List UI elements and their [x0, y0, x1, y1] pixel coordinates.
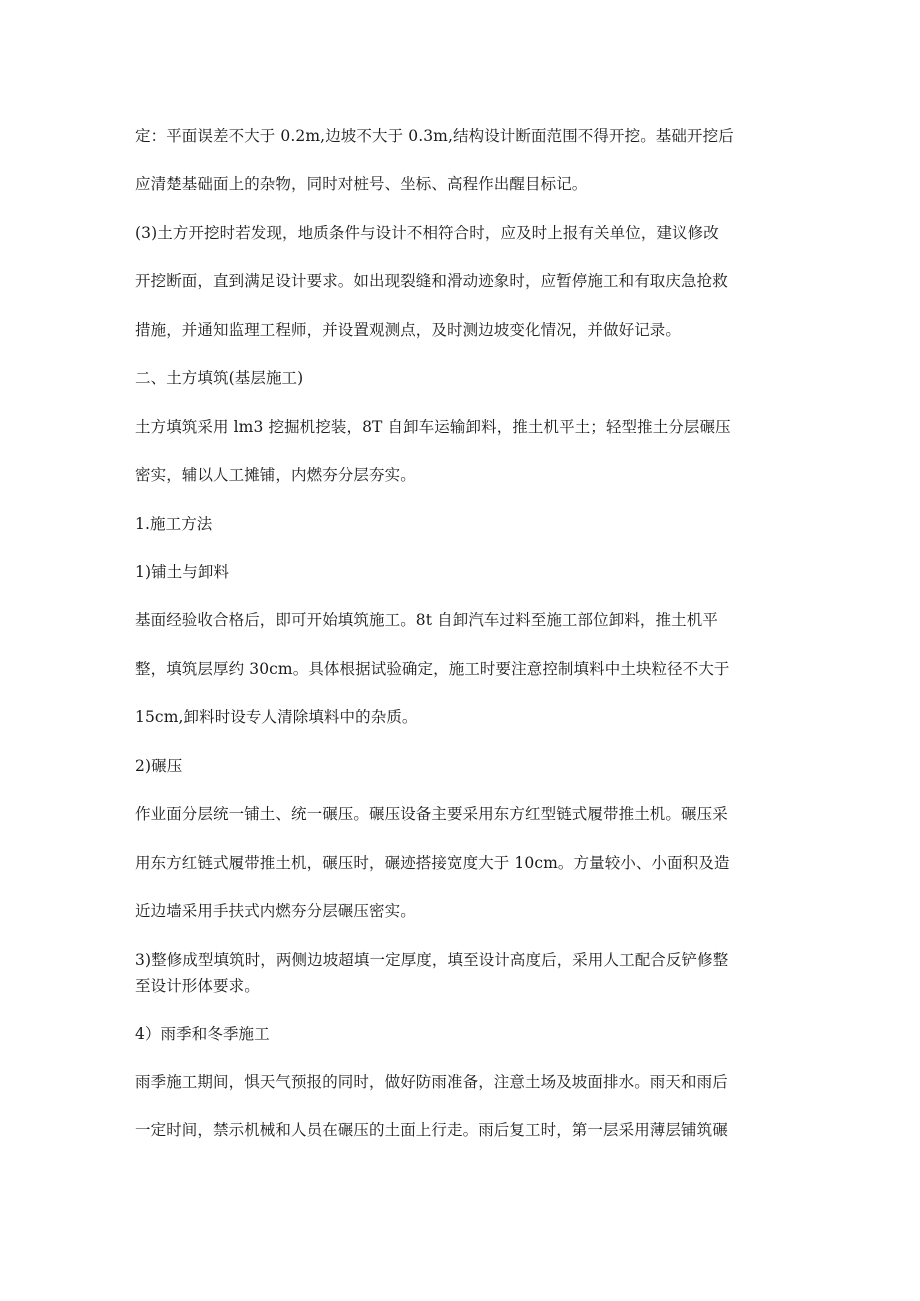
body-text-line: 至设计形体要求。 [135, 977, 260, 995]
body-text-line: 措施，并通知监理工程师，并设置观测点，及时测边坡变化情况，并做好记录。 [135, 321, 682, 339]
body-text-line: 用东方红链式履带推土机，碾压时，碾迹搭接宽度大于 10cm。方量较小、小面积及造 [135, 854, 730, 872]
body-text-line: 应清楚基础面上的杂物，同时对桩号、坐标、高程作出醒目标记。 [135, 175, 588, 193]
body-text-line: (3)土方开挖时若发现，地质条件与设计不相符合时，应及时上报有关单位，建议修改 [135, 224, 719, 242]
subsection-heading: 1.施工方法 [135, 515, 213, 533]
section-heading: 二、土方填筑(基层施工) [135, 369, 304, 387]
subsection-heading: 2)碾压 [135, 757, 183, 775]
subsection-heading: 4）雨季和冬季施工 [135, 1025, 270, 1043]
body-text-line: 雨季施工期间，惧天气预报的同时，做好防雨准备，注意土场及坡面排水。雨天和雨后 [135, 1073, 728, 1091]
body-text-line: 密实，辅以人工摊铺，内燃夯分层夯实。 [135, 466, 416, 484]
body-text-line: 3)整修成型填筑时，两侧边坡超填一定厚度，填至设计高度后，采用人工配合反铲修整 [135, 951, 729, 969]
body-text-line: 近边墙采用手扶式内燃夯分层碾压密实。 [135, 902, 416, 920]
body-text-line: 整，填筑层厚约 30cm。具体根据试验确定，施工时要注意控制填料中土块粒径不大于 [135, 660, 730, 678]
body-text-line: 一定时间，禁示机械和人员在碾压的土面上行走。雨后复工时，第一层采用薄层铺筑碾 [135, 1121, 728, 1139]
subsection-heading: 1)铺土与卸料 [135, 563, 230, 581]
body-text-line: 定：平面误差不大于 0.2m,边坡不大于 0.3m,结构设计断面范围不得开挖。基础开挖后 [135, 127, 734, 145]
body-text-line: 开挖断面，直到满足设计要求。如出现裂缝和滑动迹象时，应暂停施工和有取庆急抢救 [135, 272, 728, 290]
body-text-line: 作业面分层统一铺土、统一碾压。碾压设备主要采用东方红型链式履带推土机。碾压采 [135, 805, 728, 823]
body-text-line: 基面经验收合格后，即可开始填筑施工。8t 自卸汽车过料至施工部位卸料，推土机平 [135, 611, 718, 629]
body-text-line: 15cm,卸料时设专人清除填料中的杂质。 [135, 708, 418, 726]
body-text-line: 土方填筑采用 lm3 挖掘机挖装，8T 自卸车运输卸料，推土机平土；轻型推土分层碾压 [135, 418, 731, 436]
